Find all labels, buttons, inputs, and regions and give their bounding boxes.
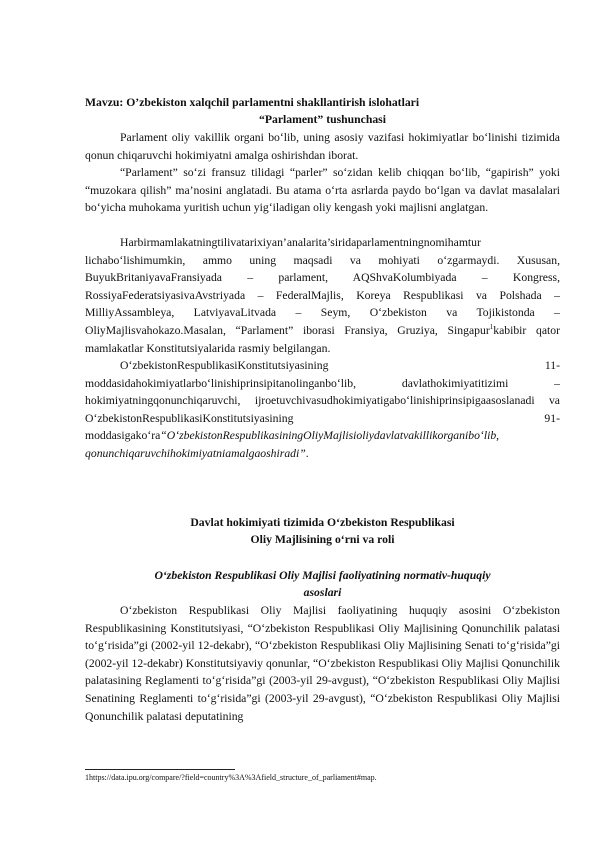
paragraph-4-text: O‘zbekistonRespublikasiKonstitutsiyasining 11-moddasidahokimiyatlarbo‘linishiprinsipitanolinganbo‘lib, davlathokimiyatitizimi – hokimiyatningqonunchiqaruvchi, ijroetuvchivasudhokimiyatigabo‘linishiprinsipigaasoslanadi va O‘zbekistonRespublikasiKonstitutsiyasining 91-moddasigako‘ra bbox=[85, 359, 560, 443]
paragraph-3-text-b: kabibir qator mamlakatlar Konstitutsiyalarida rasmiy belgilangan. bbox=[85, 323, 561, 355]
section-heading-line-1: Davlat hokimiyati tizimida O‘zbekiston Respublikasi bbox=[190, 516, 455, 529]
paragraph-3 bbox=[85, 234, 560, 357]
subheading-line-2: asoslari bbox=[303, 586, 342, 599]
section-heading-line-2: Oliy Majlisining o‘rni va roli bbox=[250, 533, 395, 546]
subheading-line-1: O‘zbekiston Respublikasi Oliy Majlisi faoliyatining normativ-huquqiy bbox=[154, 569, 491, 582]
paragraph-5: O‘zbekiston Respublikasi Oliy Majlisi faoliyatining huquqiy asosini O‘zbekiston Respublikasining Konstitutsiyasi, “O‘zbekiston Respublikasi Oliy Majlisining Qonunchilik palatasi to‘g‘risida”gi (2002-yil 12-dekabr), “O‘zbekiston Respublikasi Oliy Majlisining Senati to‘g‘risida”gi (2002-yil 12-dekabr) Konstitutsiyaviy qonunlar, “O‘zbekiston Respublikasi Oliy Majlisi Qonunchilik palatasining Reglamenti to‘g‘risida”gi (2003-yil 29-avgust), “O‘zbekiston Respublikasi Oliy Majlisi Senatining Reglamenti to‘g‘risida”gi (2003-yil 29-avgust), “O‘zbekiston Respublikasi Oliy Majlisi Qonunchilik palatasi deputatining bbox=[85, 604, 560, 723]
topic-title: Mavzu: O’zbekiston xalqchil parlamentni shakllantirish islohatlari bbox=[85, 96, 420, 109]
paragraph-4 bbox=[85, 357, 560, 463]
footnote-text[interactable]: 1https://data.ipu.org/compare/?field=country%3A%3Afield_structure_of_parliament#map. bbox=[85, 773, 377, 782]
paragraph-3-text-a: Harbirmamlakatningtilivatarixiyan’analarita’siridaparlamentningnomihamtur lichabo‘lishimumkin, ammo uning maqsadi va mohiyati o‘zgarmaydi. Xususan, BuyukBritaniyavaFransiyada – parlament, AQShvaKolumbiyada – Kongress, RossiyaFederatsiyasivaAvstriyada – FederalMajlis, Koreya Respublikasi va Polshada – MilliyAssambleya, LatviyavaLitvada – Seym, O‘zbekiston va Tojikistonda – OliyMajlisvahokazo.Masalan, “Parlament” iborasi Fransiya, Gruziya, Singapur bbox=[85, 236, 560, 337]
footnote-divider bbox=[85, 769, 235, 770]
footnote-reference[interactable]: 1 bbox=[489, 323, 494, 332]
paragraph-2: “Parlament” so‘zi fransuz tilidagi “parler” so‘zidan kelib chiqqan bo‘lib, “gapirish” yoki “muzokara qilish” ma’nosini anglatadi. Bu atama o‘rta asrlarda paydo bo‘lgan va davlat masalalari bo‘yicha muhokama yuritish uchun yig‘iladigan oliy kengash yoki majlisni anglatgan. bbox=[85, 166, 560, 215]
paragraph-4-quote: “O‘zbekistonRespublikasiningOliyMajlisioliydavlatvakillikorganibo‘lib, qonunchiqaruvchihokimiyatniamalgaoshiradi” bbox=[85, 429, 500, 460]
paragraph-4-end: . bbox=[305, 446, 309, 460]
section-subtitle-parlament: “Parlament” tushunchasi bbox=[259, 113, 386, 126]
paragraph-1: Parlament oliy vakillik organi bo‘lib, uning asosiy vazifasi hokimiyatlar bo‘linishi tizimida qonun chiqaruvchi hokimiyatni amalga oshirishdan iborat. bbox=[85, 131, 560, 162]
